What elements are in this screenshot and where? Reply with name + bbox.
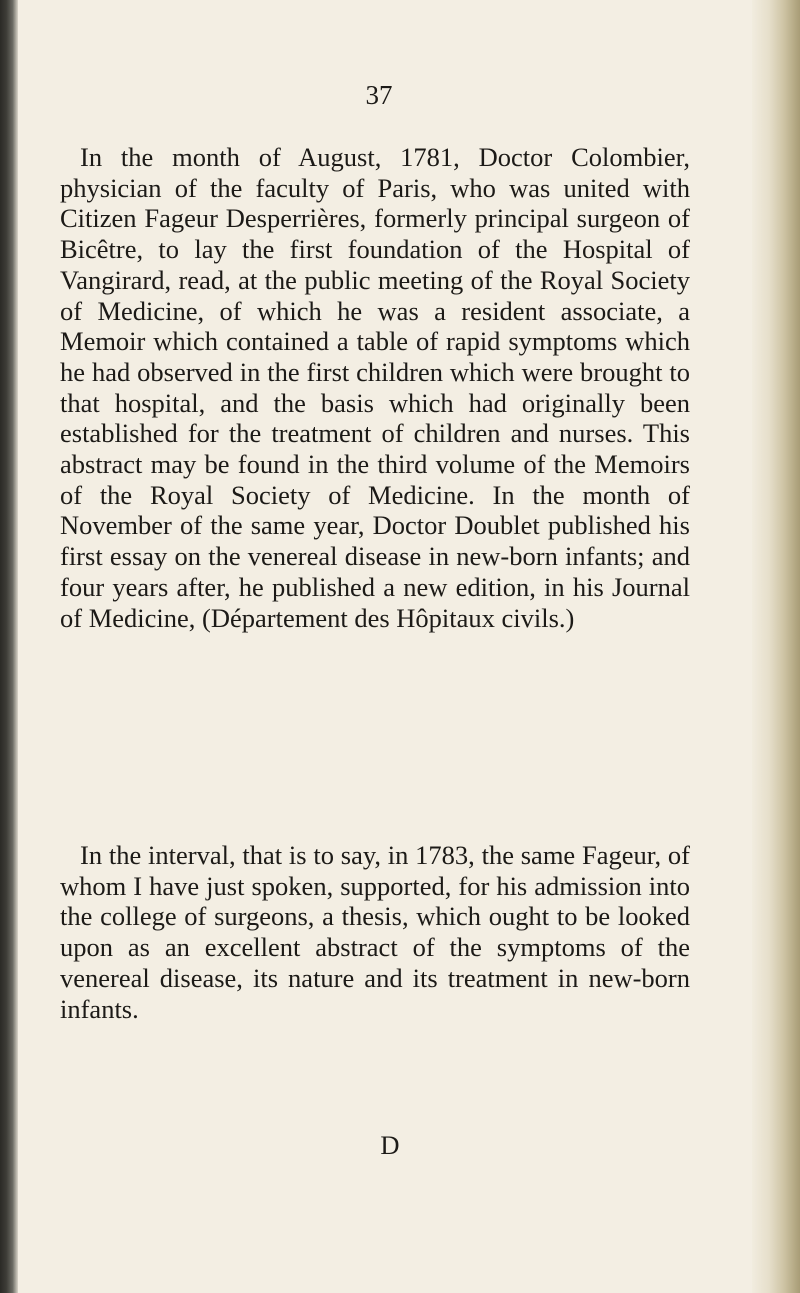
page-edge bbox=[752, 0, 800, 1293]
paragraph-2: In the interval, that is to say, in 1783, the same Fageur, of whom I have just spoken, supported, for his admission into the college of surgeons, a thesis, which ought to be looked upon as an excellent abstract of the symptoms of the venereal disease, its nature and its treatment in new-born infants. bbox=[60, 840, 690, 1024]
paragraph-1: In the month of August, 1781, Doctor Colombier, physician of the faculty of Paris, who was united with Citizen Fageur Desperrières, formerly principal surgeon of Bicêtre, to lay the first foundation of the Hospital of Vangirard, read, at the public meeting of the Royal Society of Medicine, of which he was a resident associate, a Memoir which contained a table of rapid symptoms which he had observed in the first children which were brought to that hospital, and the basis which had originally been established for the treatment of children and nurses. This abstract may be found in the third volume of the Memoirs of the Royal Society of Medicine. In the month of November of the same year, Doctor Doublet published his first essay on the venereal disease in new-born infants; and four years after, he published a new edition, in his Journal of Medicine, (Département des Hôpitaux civils.) bbox=[60, 142, 690, 633]
page-number: 37 bbox=[365, 80, 393, 110]
signature-mark: D bbox=[380, 1130, 400, 1160]
binding-edge bbox=[0, 0, 18, 1293]
book-page bbox=[60, 60, 710, 1240]
